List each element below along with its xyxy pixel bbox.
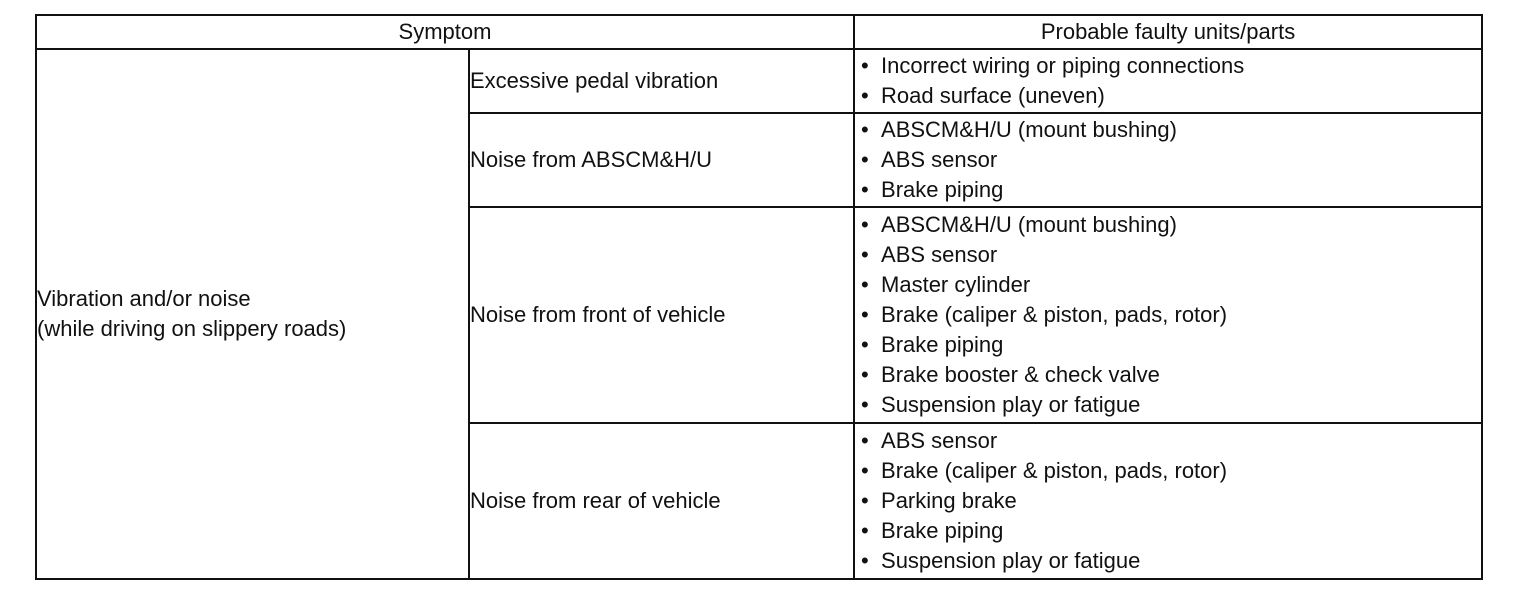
parts-cell: [854, 113, 1482, 207]
bullet-icon: •: [861, 362, 869, 387]
list-item: [855, 51, 1481, 81]
bullet-icon: •: [861, 548, 869, 573]
part-label: Brake (caliper & piston, pads, rotor): [881, 302, 1228, 327]
main-symptom-line1: Vibration and/or noise: [37, 286, 251, 311]
part-label: Suspension play or fatigue: [881, 392, 1141, 417]
sub-symptom-cell: Noise from front of vehicle: [469, 207, 854, 423]
list-item: [855, 300, 1481, 330]
part-label: Brake booster & check valve: [881, 362, 1160, 387]
parts-list: [855, 115, 1481, 205]
part-label: Parking brake: [881, 488, 1017, 513]
list-item: [855, 270, 1481, 300]
part-label: Brake piping: [881, 332, 1004, 357]
part-label: Brake piping: [881, 518, 1004, 543]
list-item: [855, 175, 1481, 205]
bullet-icon: •: [861, 458, 869, 483]
list-item: [855, 456, 1481, 486]
sub-symptom-cell: Noise from rear of vehicle: [469, 423, 854, 579]
parts-list: [855, 426, 1481, 576]
bullet-icon: •: [861, 272, 869, 297]
table-row: [36, 49, 1482, 113]
bullet-icon: •: [861, 212, 869, 237]
parts-list: [855, 210, 1481, 420]
list-item: [855, 330, 1481, 360]
bullet-icon: •: [861, 147, 869, 172]
part-label: ABS sensor: [881, 147, 998, 172]
parts-cell: [854, 49, 1482, 113]
list-item: [855, 210, 1481, 240]
list-item: [855, 516, 1481, 546]
part-label: Brake (caliper & piston, pads, rotor): [881, 458, 1228, 483]
list-item: [855, 390, 1481, 420]
part-label: Suspension play or fatigue: [881, 548, 1141, 573]
parts-cell: [854, 207, 1482, 423]
bullet-icon: •: [861, 518, 869, 543]
list-item: [855, 145, 1481, 175]
sub-symptom-cell: Excessive pedal vibration: [469, 49, 854, 113]
header-row: [36, 15, 1482, 49]
bullet-icon: •: [861, 392, 869, 417]
list-item: [855, 426, 1481, 456]
part-label: Incorrect wiring or piping connections: [881, 53, 1245, 78]
bullet-icon: •: [861, 117, 869, 142]
bullet-icon: •: [861, 242, 869, 267]
bullet-icon: •: [861, 53, 869, 78]
main-symptom-line2: (while driving on slippery roads): [37, 316, 347, 341]
parts-cell: [854, 423, 1482, 579]
bullet-icon: •: [861, 332, 869, 357]
parts-list: [855, 51, 1481, 111]
part-label: ABSCM&H/U (mount bushing): [881, 117, 1177, 142]
diagnosis-table: [35, 14, 1483, 580]
part-label: ABSCM&H/U (mount bushing): [881, 212, 1177, 237]
bullet-icon: •: [861, 302, 869, 327]
part-label: ABS sensor: [881, 242, 998, 267]
list-item: [855, 546, 1481, 576]
bullet-icon: •: [861, 428, 869, 453]
part-label: ABS sensor: [881, 428, 998, 453]
list-item: [855, 115, 1481, 145]
list-item: [855, 360, 1481, 390]
parts-header: Probable faulty units/parts: [854, 15, 1482, 49]
part-label: Master cylinder: [881, 272, 1031, 297]
list-item: [855, 81, 1481, 111]
part-label: Road surface (uneven): [881, 83, 1105, 108]
part-label: Brake piping: [881, 177, 1004, 202]
list-item: [855, 486, 1481, 516]
symptom-header: Symptom: [36, 15, 854, 49]
bullet-icon: •: [861, 177, 869, 202]
sub-symptom-cell: Noise from ABSCM&H/U: [469, 113, 854, 207]
list-item: [855, 240, 1481, 270]
main-symptom-cell: [36, 49, 469, 579]
bullet-icon: •: [861, 83, 869, 108]
bullet-icon: •: [861, 488, 869, 513]
